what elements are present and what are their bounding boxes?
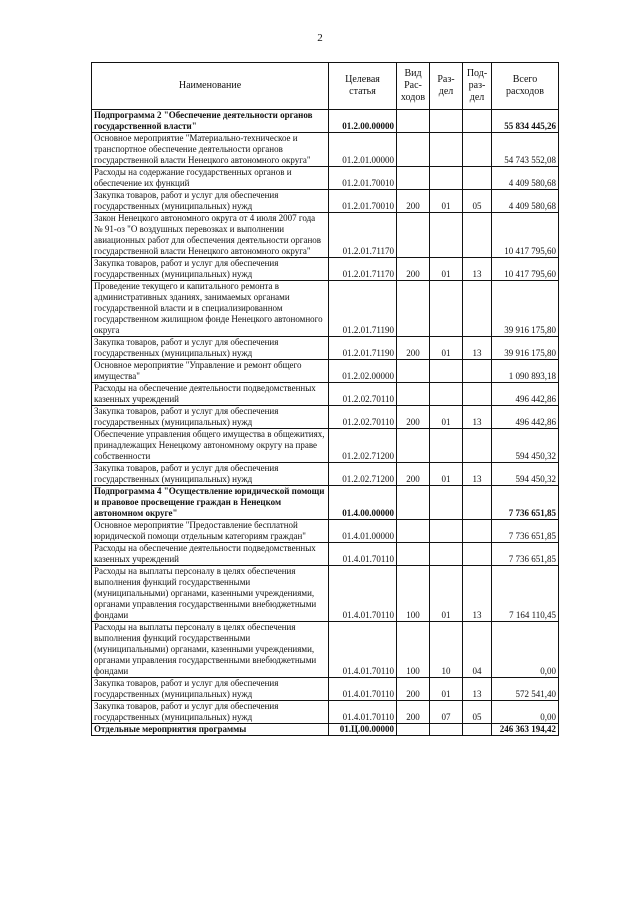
- cell-section: [430, 486, 463, 520]
- cell-expense-type: 200: [397, 258, 430, 281]
- cell-subsection: 13: [463, 463, 492, 486]
- cell-section: 01: [430, 190, 463, 213]
- cell-target-article: 01.Ц.00.00000: [329, 724, 397, 736]
- cell-total: 7 736 651,85: [492, 520, 559, 543]
- cell-name: Расходы на обеспечение деятельности подведомственных казенных учреждений: [92, 543, 329, 566]
- cell-name: Подпрограмма 2 "Обеспечение деятельности органов государственной власти": [92, 110, 329, 133]
- cell-section: 01: [430, 258, 463, 281]
- table-row: [92, 701, 559, 724]
- table-row: [92, 724, 559, 736]
- header-name: Наименование: [92, 63, 329, 110]
- cell-name: Обеспечение управления общего имущества в общежитиях, принадлежащих Ненецкому автономному округу на праве собственности: [92, 429, 329, 463]
- cell-section: [430, 543, 463, 566]
- cell-target-article: 01.4.01.00000: [329, 520, 397, 543]
- cell-target-article: 01.2.01.71190: [329, 337, 397, 360]
- cell-subsection: 13: [463, 678, 492, 701]
- cell-name: Отдельные мероприятия программы: [92, 724, 329, 736]
- cell-name: Закупка товаров, работ и услуг для обеспечения государственных (муниципальных) нужд: [92, 337, 329, 360]
- cell-target-article: 01.4.01.70110: [329, 678, 397, 701]
- cell-subsection: 05: [463, 190, 492, 213]
- cell-total: 39 916 175,80: [492, 337, 559, 360]
- cell-subsection: [463, 520, 492, 543]
- cell-total: 7 736 651,85: [492, 486, 559, 520]
- cell-expense-type: 200: [397, 190, 430, 213]
- cell-expense-type: [397, 167, 430, 190]
- table-row: [92, 486, 559, 520]
- cell-section: 07: [430, 701, 463, 724]
- cell-total: 246 363 194,42: [492, 724, 559, 736]
- cell-expense-type: 100: [397, 622, 430, 678]
- cell-total: 10 417 795,60: [492, 213, 559, 258]
- table-row: [92, 463, 559, 486]
- table-row: [92, 133, 559, 167]
- header-total-expenses: Всего расходов: [492, 63, 559, 110]
- cell-total: 572 541,40: [492, 678, 559, 701]
- cell-target-article: 01.2.02.70110: [329, 383, 397, 406]
- cell-subsection: [463, 429, 492, 463]
- cell-total: 10 417 795,60: [492, 258, 559, 281]
- cell-section: 01: [430, 337, 463, 360]
- cell-total: 496 442,86: [492, 383, 559, 406]
- cell-target-article: 01.2.02.71200: [329, 429, 397, 463]
- cell-section: [430, 724, 463, 736]
- cell-subsection: [463, 486, 492, 520]
- header-section: Раз- дел: [430, 63, 463, 110]
- cell-expense-type: [397, 724, 430, 736]
- cell-target-article: 01.2.01.71190: [329, 281, 397, 337]
- cell-name: Закупка товаров, работ и услуг для обеспечения государственных (муниципальных) нужд: [92, 190, 329, 213]
- cell-expense-type: 200: [397, 701, 430, 724]
- cell-section: [430, 167, 463, 190]
- cell-target-article: 01.2.02.00000: [329, 360, 397, 383]
- cell-target-article: 01.2.01.71170: [329, 258, 397, 281]
- table-row: [92, 543, 559, 566]
- table-row: [92, 622, 559, 678]
- cell-name: Основное мероприятие "Материально-техническое и транспортное обеспечение деятельности органов государственной власти Ненецкого автономного округа": [92, 133, 329, 167]
- cell-name: Проведение текущего и капитального ремонта в административных зданиях, занимаемых органами государственной власти и в специализированном государственном жилищном фонде Ненецкого автономного округа: [92, 281, 329, 337]
- cell-expense-type: [397, 110, 430, 133]
- cell-total: 54 743 552,08: [492, 133, 559, 167]
- table-row: [92, 360, 559, 383]
- cell-subsection: [463, 133, 492, 167]
- cell-name: Расходы на обеспечение деятельности подведомственных казенных учреждений: [92, 383, 329, 406]
- cell-section: [430, 110, 463, 133]
- cell-expense-type: [397, 360, 430, 383]
- table-row: [92, 258, 559, 281]
- cell-expense-type: [397, 520, 430, 543]
- cell-name: Подпрограмма 4 "Осуществление юридической помощи и правовое просвещение граждан в Ненецком автономном округе": [92, 486, 329, 520]
- cell-subsection: [463, 281, 492, 337]
- cell-expense-type: 200: [397, 337, 430, 360]
- cell-total: 55 834 445,26: [492, 110, 559, 133]
- cell-subsection: 13: [463, 337, 492, 360]
- header-target-article: Целевая статья: [329, 63, 397, 110]
- cell-subsection: 13: [463, 406, 492, 429]
- table-row: [92, 566, 559, 622]
- cell-section: 10: [430, 622, 463, 678]
- page-number: 2: [317, 32, 323, 44]
- table-row: [92, 429, 559, 463]
- cell-subsection: 04: [463, 622, 492, 678]
- table-row: [92, 281, 559, 337]
- cell-total: 39 916 175,80: [492, 281, 559, 337]
- cell-subsection: [463, 167, 492, 190]
- cell-name: Закупка товаров, работ и услуг для обеспечения государственных (муниципальных) нужд: [92, 701, 329, 724]
- cell-total: 4 409 580,68: [492, 167, 559, 190]
- cell-expense-type: [397, 486, 430, 520]
- budget-table: [91, 62, 559, 736]
- cell-expense-type: 200: [397, 678, 430, 701]
- cell-total: 1 090 893,18: [492, 360, 559, 383]
- table-row: [92, 337, 559, 360]
- cell-target-article: 01.2.01.71170: [329, 213, 397, 258]
- table-row: [92, 167, 559, 190]
- cell-name: Закон Ненецкого автономного округа от 4 июля 2007 года № 91-оз "О воздушных перевозках и выполнении авиационных работ для обеспечения деятельности органов государственной власти Ненецкого автономного округа": [92, 213, 329, 258]
- cell-section: [430, 213, 463, 258]
- cell-target-article: 01.2.02.70110: [329, 406, 397, 429]
- table-row: [92, 190, 559, 213]
- table-row: [92, 406, 559, 429]
- cell-subsection: [463, 383, 492, 406]
- cell-name: Закупка товаров, работ и услуг для обеспечения государственных (муниципальных) нужд: [92, 463, 329, 486]
- cell-subsection: [463, 110, 492, 133]
- cell-expense-type: [397, 213, 430, 258]
- cell-name: Основное мероприятие "Управление и ремонт общего имущества": [92, 360, 329, 383]
- table-header-row: [92, 63, 559, 110]
- cell-total: 594 450,32: [492, 463, 559, 486]
- cell-name: Расходы на выплаты персоналу в целях обеспечения выполнения функций государственными (муниципальными) органами, казенными учреждениями, органами управления государственными внебюджетными фондами: [92, 622, 329, 678]
- table-row: [92, 110, 559, 133]
- cell-target-article: 01.2.01.70010: [329, 190, 397, 213]
- cell-subsection: 13: [463, 258, 492, 281]
- cell-target-article: 01.2.02.71200: [329, 463, 397, 486]
- cell-name: Расходы на содержание государственных органов и обеспечение их функций: [92, 167, 329, 190]
- cell-expense-type: [397, 429, 430, 463]
- table-row: [92, 383, 559, 406]
- table-row: [92, 213, 559, 258]
- cell-subsection: 05: [463, 701, 492, 724]
- cell-section: [430, 133, 463, 167]
- header-subsection: Под- раз- дел: [463, 63, 492, 110]
- cell-expense-type: [397, 281, 430, 337]
- cell-name: Основное мероприятие "Предоставление бесплатной юридической помощи отдельным категориям граждан": [92, 520, 329, 543]
- cell-expense-type: 100: [397, 566, 430, 622]
- cell-expense-type: 200: [397, 463, 430, 486]
- cell-section: [430, 281, 463, 337]
- cell-expense-type: 200: [397, 406, 430, 429]
- cell-section: 01: [430, 406, 463, 429]
- table-row: [92, 520, 559, 543]
- cell-section: [430, 360, 463, 383]
- cell-section: [430, 520, 463, 543]
- table-row: [92, 678, 559, 701]
- cell-name: Закупка товаров, работ и услуг для обеспечения государственных (муниципальных) нужд: [92, 406, 329, 429]
- cell-subsection: [463, 213, 492, 258]
- cell-total: 0,00: [492, 622, 559, 678]
- cell-target-article: 01.4.01.70110: [329, 566, 397, 622]
- cell-expense-type: [397, 133, 430, 167]
- cell-section: 01: [430, 463, 463, 486]
- cell-target-article: 01.4.01.70110: [329, 543, 397, 566]
- cell-name: Расходы на выплаты персоналу в целях обеспечения выполнения функций государственными (муниципальными) органами, казенными учреждениями, органами управления государственными внебюджетными фондами: [92, 566, 329, 622]
- cell-total: 4 409 580,68: [492, 190, 559, 213]
- cell-name: Закупка товаров, работ и услуг для обеспечения государственных (муниципальных) нужд: [92, 258, 329, 281]
- cell-target-article: 01.2.00.00000: [329, 110, 397, 133]
- cell-total: 594 450,32: [492, 429, 559, 463]
- cell-target-article: 01.2.01.70010: [329, 167, 397, 190]
- cell-total: 496 442,86: [492, 406, 559, 429]
- cell-section: [430, 383, 463, 406]
- cell-section: 01: [430, 566, 463, 622]
- cell-target-article: 01.4.00.00000: [329, 486, 397, 520]
- cell-total: 7 164 110,45: [492, 566, 559, 622]
- cell-target-article: 01.2.01.00000: [329, 133, 397, 167]
- header-expense-type: Вид Рас- ходов: [397, 63, 430, 110]
- cell-expense-type: [397, 383, 430, 406]
- cell-target-article: 01.4.01.70110: [329, 622, 397, 678]
- cell-section: [430, 429, 463, 463]
- cell-section: 01: [430, 678, 463, 701]
- cell-expense-type: [397, 543, 430, 566]
- cell-total: 7 736 651,85: [492, 543, 559, 566]
- cell-name: Закупка товаров, работ и услуг для обеспечения государственных (муниципальных) нужд: [92, 678, 329, 701]
- cell-subsection: 13: [463, 566, 492, 622]
- cell-total: 0,00: [492, 701, 559, 724]
- cell-subsection: [463, 724, 492, 736]
- cell-target-article: 01.4.01.70110: [329, 701, 397, 724]
- cell-subsection: [463, 543, 492, 566]
- cell-subsection: [463, 360, 492, 383]
